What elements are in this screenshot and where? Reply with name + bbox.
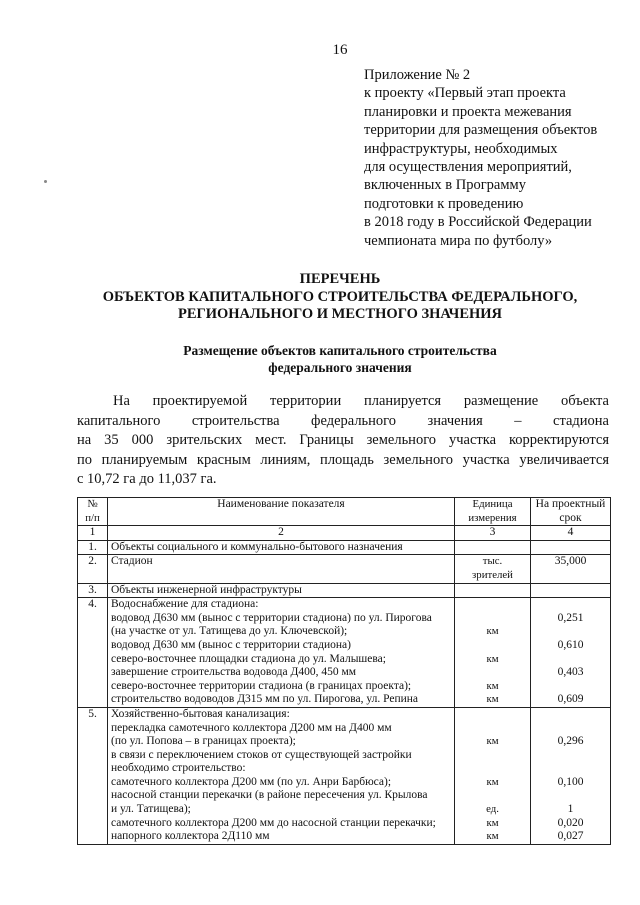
header-value: На проектный срок [531, 498, 611, 526]
row-unit-line: км [486, 735, 499, 748]
intro-paragraph [77, 392, 609, 490]
row-name-line: Стадион [111, 555, 153, 568]
page-number: 16 [332, 42, 348, 58]
row-value-line [534, 584, 607, 598]
row-name-line: самотечного коллектора Д200 мм до насосной станции перекачки; [111, 816, 436, 829]
row-name-line: северо-восточнее территории стадиона (в границах проекта); [111, 679, 412, 692]
row-value-line: 0,251 [557, 611, 584, 624]
appendix-line: для осуществления мероприятий, [364, 159, 572, 176]
row-unit-line: км [486, 693, 499, 706]
subtitle-line: Размещение объектов капитального строительства [183, 343, 497, 358]
row-unit-line [458, 598, 527, 612]
row-value-line [534, 708, 607, 722]
row-name [108, 583, 455, 598]
table-row [78, 555, 611, 583]
document-title [40, 271, 640, 324]
header-unit: Единица измерения [455, 498, 531, 526]
row-name-line: Объекты социального и коммунально-бытового назначения [111, 540, 403, 553]
row-number: 1. [78, 540, 108, 555]
paragraph-line: с 10,72 га до 11,037 га. [77, 471, 217, 487]
row-unit-line [458, 584, 527, 598]
margin-mark [44, 180, 47, 183]
row-value [531, 583, 611, 598]
row-name-line [111, 569, 451, 583]
row-unit [455, 540, 531, 555]
table-header-row [78, 498, 611, 526]
row-unit-line [458, 708, 527, 722]
row-number: 5. [78, 707, 108, 844]
row-name-line: в связи с переключением стоков от существующей застройки [111, 748, 412, 761]
row-value-line [534, 789, 607, 803]
row-name [108, 555, 455, 583]
row-value-line [534, 749, 607, 763]
row-name-line: строительство водоводов Д315 мм по ул. Пирогова, ул. Репина [111, 693, 419, 706]
row-number: 3. [78, 583, 108, 598]
row-name-line: водовод Д630 мм (вынос с территории стадиона) по ул. Пирогова [111, 611, 432, 624]
table-row [78, 540, 611, 555]
paragraph-line: капитального строительства федерального значения – стадиона [77, 412, 609, 429]
row-name-line: насосной станции перекачки (в районе пересечения ул. Крылова [111, 789, 428, 802]
row-value-line [534, 680, 607, 694]
appendix-line: чемпионата мира по футболу» [364, 232, 553, 249]
row-unit [455, 583, 531, 598]
objects-table [77, 497, 611, 845]
row-unit-line [458, 639, 527, 653]
row-value-line: 0,403 [557, 666, 584, 679]
row-value [531, 707, 611, 844]
row-unit [455, 555, 531, 583]
row-value-line [534, 722, 607, 736]
row-unit [455, 707, 531, 844]
row-unit-line: км [486, 816, 499, 829]
row-value-line [534, 598, 607, 612]
section-subtitle [40, 342, 640, 376]
row-value [531, 540, 611, 555]
row-value-line [534, 541, 607, 555]
row-name-line: северо-восточнее площадки стадиона до ул. Малышева; [111, 652, 386, 665]
row-name [108, 707, 455, 844]
column-number: 2 [108, 526, 455, 541]
table-row [78, 598, 611, 708]
row-value [531, 598, 611, 708]
row-name-line: (по ул. Попова – в границах проекта); [111, 735, 296, 748]
appendix-line: включенных в Программу [364, 177, 526, 194]
row-value-line [534, 625, 607, 639]
row-unit-line [458, 612, 527, 626]
row-unit-line: км [486, 679, 499, 692]
row-unit-line: тыс. [482, 555, 503, 568]
row-name [108, 598, 455, 708]
row-unit-line [458, 789, 527, 803]
row-value-line [534, 569, 607, 583]
table-row [78, 707, 611, 844]
subtitle-line: федерального значения [268, 360, 412, 375]
paragraph-line: На проектируемой территории планируется размещение объекта [113, 393, 609, 409]
appendix-line: подготовки к проведению [364, 195, 524, 212]
row-value-line [534, 653, 607, 667]
row-unit-line: км [486, 775, 499, 788]
row-name-line: напорного коллектора 2Д110 мм [111, 830, 270, 843]
row-value [531, 555, 611, 583]
row-unit-line [458, 722, 527, 736]
row-name-line: необходимо строительство: [111, 762, 246, 775]
appendix-line: к проекту «Первый этап проекта [364, 85, 566, 102]
row-name-line: Водоснабжение для стадиона: [111, 598, 259, 611]
row-name-line: Объекты инженерной инфраструктуры [111, 583, 302, 596]
row-value-line: 1 [567, 803, 574, 816]
row-value-line: 0,020 [557, 816, 584, 829]
row-name-line: Хозяйственно-бытовая канализация: [111, 707, 290, 720]
row-number: 4. [78, 598, 108, 708]
row-unit-line: зрителей [472, 568, 513, 581]
title-line: РЕГИОНАЛЬНОГО И МЕСТНОГО ЗНАЧЕНИЯ [177, 306, 503, 322]
appendix-caption [364, 66, 626, 250]
table-row [78, 583, 611, 598]
appendix-line: инфраструктуры, необходимых [364, 140, 558, 157]
appendix-line: территории для размещения объектов [364, 122, 598, 139]
column-number: 3 [455, 526, 531, 541]
row-unit [455, 598, 531, 708]
row-name-line: завершение строительства водовода Д400, 450 мм [111, 666, 357, 679]
column-number: 1 [78, 526, 108, 541]
appendix-line: в 2018 году в Российской Федерации [364, 214, 592, 231]
appendix-line: планировки и проекта межевания [364, 103, 572, 120]
column-number-row [78, 526, 611, 541]
row-unit-line: км [486, 830, 499, 843]
header-name: Наименование показателя [108, 498, 455, 526]
row-unit-line [458, 666, 527, 680]
row-unit-line: км [486, 652, 499, 665]
paragraph-line: на 35 000 зрительских мест. Границы земельного участка корректируются [77, 432, 609, 448]
row-name-line: (на участке от ул. Татищева до ул. Ключевской); [111, 625, 348, 638]
row-unit-line: км [486, 625, 499, 638]
row-value-line: 35,000 [554, 555, 587, 568]
row-unit-line [458, 762, 527, 776]
row-number: 2. [78, 555, 108, 583]
row-name-line: самотечного коллектора Д200 мм (по ул. Анри Барбюса); [111, 775, 392, 788]
row-value-line: 0,609 [557, 693, 584, 706]
row-value-line: 0,296 [557, 735, 584, 748]
row-unit-line [458, 541, 527, 555]
row-name [108, 540, 455, 555]
row-name-line: перекладка самотечного коллектора Д200 мм на Д400 мм [111, 721, 392, 734]
row-name-line: и ул. Татищева); [111, 803, 191, 816]
row-value-line [534, 762, 607, 776]
row-unit-line: ед. [486, 803, 499, 816]
row-value-line: 0,027 [557, 830, 584, 843]
title-line: ОБЪЕКТОВ КАПИТАЛЬНОГО СТРОИТЕЛЬСТВА ФЕДЕРАЛЬНОГО, [102, 288, 578, 305]
appendix-line: Приложение № 2 [364, 67, 471, 83]
column-number: 4 [531, 526, 611, 541]
row-value-line: 0,100 [557, 775, 584, 788]
row-value-line: 0,610 [557, 638, 584, 651]
header-number: № п/п [78, 498, 108, 526]
row-name-line: водовод Д630 мм (вынос с территории стадиона) [111, 638, 351, 651]
paragraph-line: по планируемым красным линиям, площадь земельного участка увеличивается [77, 451, 609, 468]
title-line: ПЕРЕЧЕНЬ [299, 271, 381, 287]
row-unit-line [458, 749, 527, 763]
